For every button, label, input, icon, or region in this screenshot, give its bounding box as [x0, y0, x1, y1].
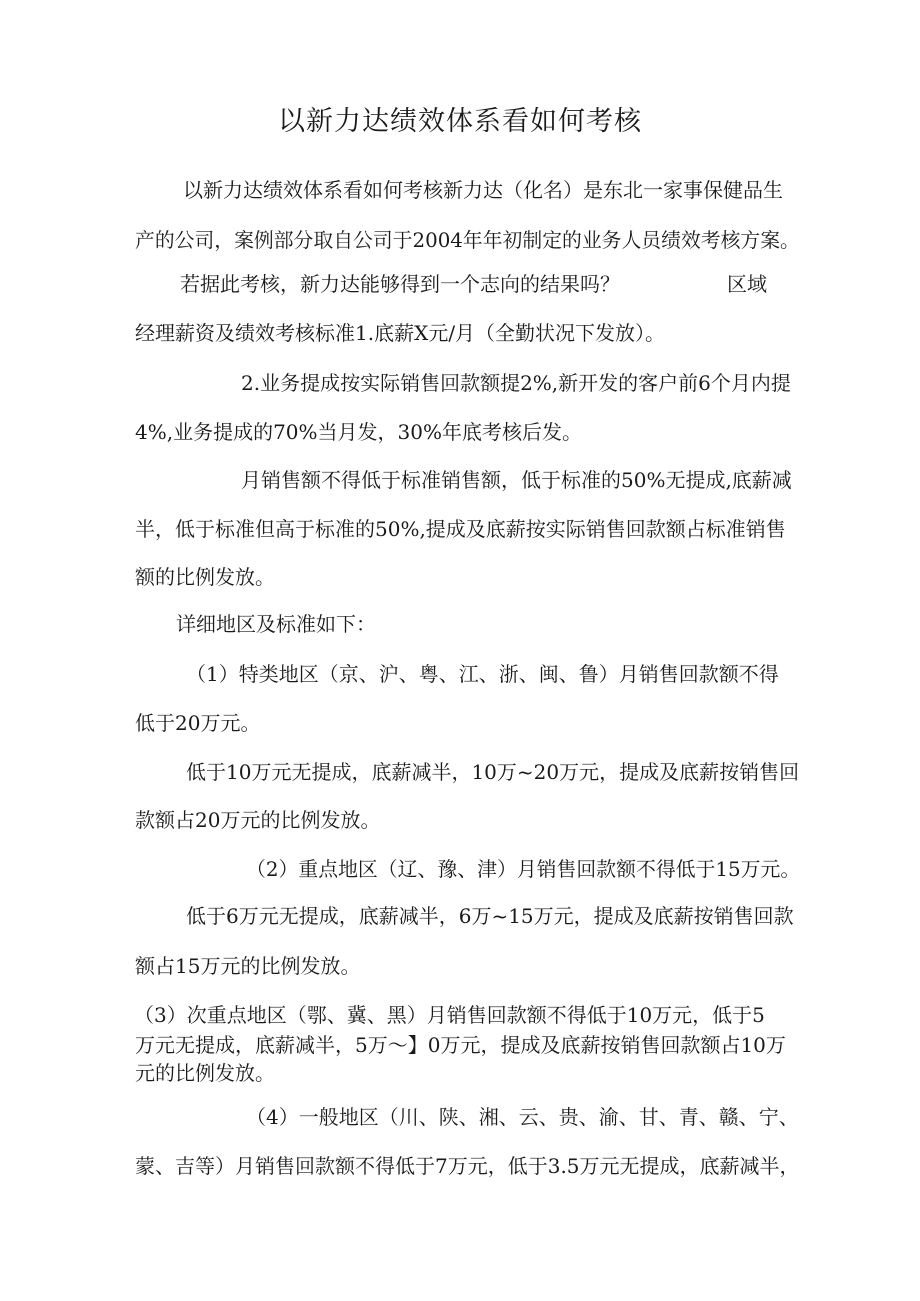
paragraph-line: 低于20万元。	[135, 711, 261, 735]
paragraph-line: 2.业务提成按实际销售回款额提2%,新开发的客户前6个月内提	[241, 371, 791, 395]
paragraph-line: （2）重点地区（辽、豫、津）月销售回款额不得低于15万元。	[246, 857, 801, 881]
paragraph-line: 蒙、吉等）月销售回款额不得低于7万元，低于3.5万元无提成，底薪减半，	[135, 1154, 800, 1178]
document-title: 以新力达绩效体系看如何考核	[278, 106, 642, 137]
paragraph-line: 月销售额不得低于标准销售额，低于标准的50%无提成,底薪减	[241, 468, 792, 492]
paragraph-line: 详细地区及标准如下：	[176, 612, 376, 636]
paragraph-line: 额占15万元的比例发放。	[135, 954, 361, 978]
paragraph-line: 产的公司，案例部分取自公司于2004年年初制定的业务人员绩效考核方案。	[135, 228, 800, 252]
paragraph-line: 经理薪资及绩效考核标准1.底薪X元/月（全勤状况下发放）。	[135, 321, 666, 345]
paragraph-line: （1）特类地区（京、沪、粤、江、浙、闽、鲁）月销售回款额不得	[186, 662, 779, 686]
paragraph-line: 款额占20万元的比例发放。	[135, 808, 381, 832]
paragraph-line: 元的比例发放。	[135, 1061, 275, 1085]
paragraph-line: 万元无提成，底薪减半，5万～】0万元，提成及底薪按销售回款额占10万	[135, 1033, 786, 1057]
paragraph-line: 低于10万元无提成，底薪减半，10万~20万元，提成及底薪按销售回	[186, 760, 800, 784]
paragraph-line: 额的比例发放。	[135, 565, 275, 589]
paragraph-line: 半，低于标准但高于标准的50%,提成及底薪按实际销售回款额占标准销售	[135, 517, 786, 541]
paragraph-line: 4%,业务提成的70%当月发，30%年底考核后发。	[135, 420, 582, 444]
paragraph-line: （4）一般地区（川、陕、湘、云、贵、渝、甘、青、赣、宁、	[246, 1105, 799, 1129]
paragraph-line: 低于6万元无提成，底薪减半，6万~15万元，提成及底薪按销售回款	[186, 904, 794, 928]
paragraph-line: 若据此考核，新力达能够得到一个志向的结果吗？	[180, 272, 620, 296]
paragraph-line: 区域	[727, 272, 767, 296]
paragraph-line: 以新力达绩效体系看如何考核新力达（化名）是东北一家事保健品生	[183, 178, 783, 202]
paragraph-line: （3）次重点地区（鄂、冀、黑）月销售回款额不得低于10万元，低于5	[134, 1003, 765, 1027]
